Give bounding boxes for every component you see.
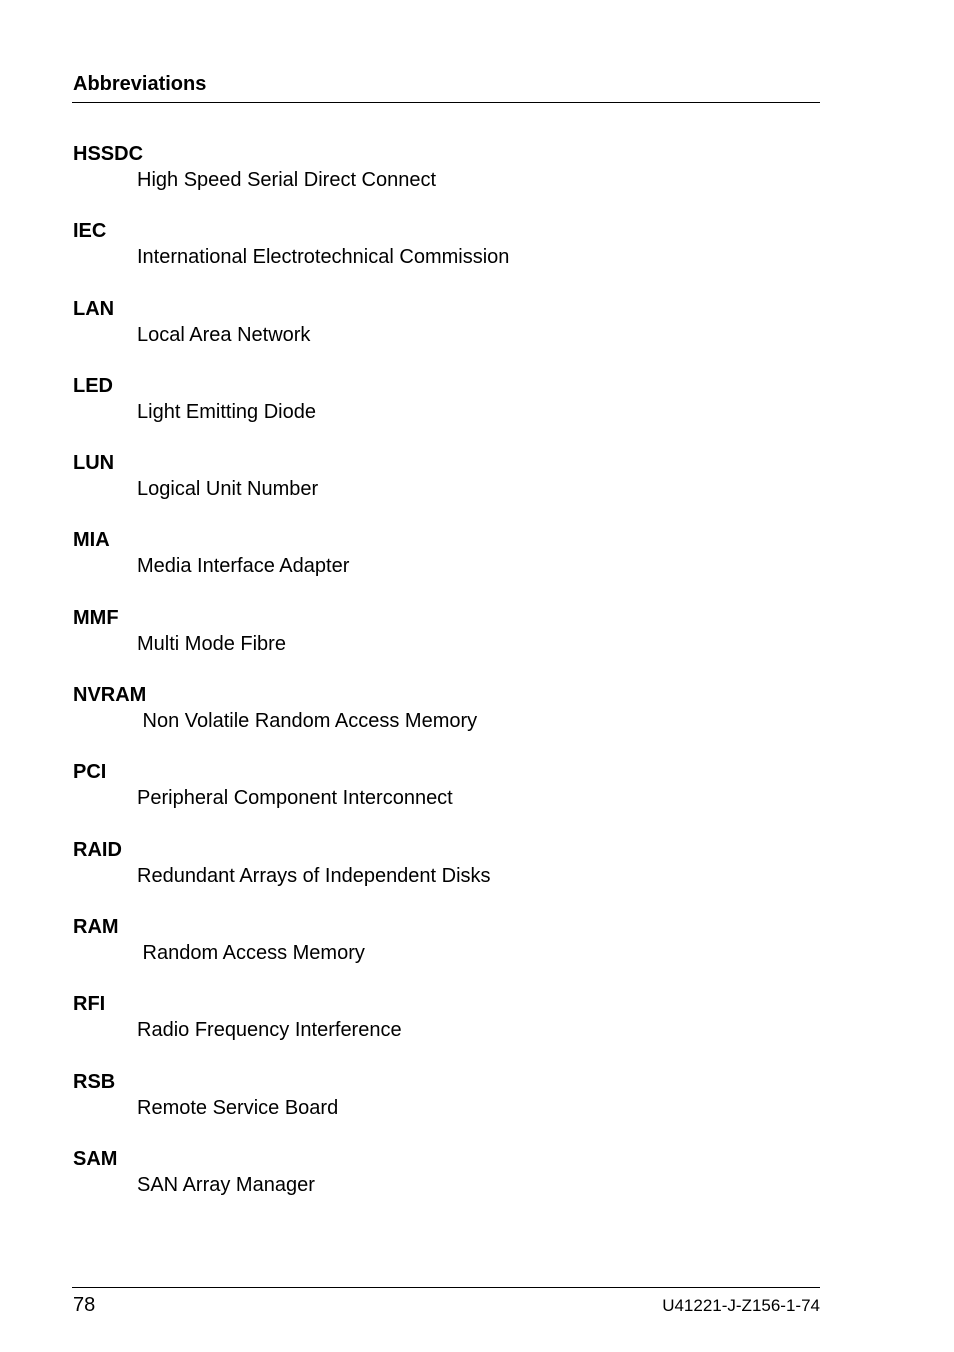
abbreviation-term: NVRAM <box>73 684 147 707</box>
abbreviation-term: RAM <box>73 915 119 938</box>
abbreviation-entry <box>73 527 820 604</box>
abbreviation-term: LAN <box>73 297 115 320</box>
abbreviation-term: PCI <box>73 761 107 784</box>
abbreviation-entry <box>73 450 820 527</box>
abbreviation-term: RSB <box>73 1070 116 1093</box>
abbreviation-entry <box>73 682 820 759</box>
page-header-title: Abbreviations <box>73 73 207 95</box>
abbreviation-term: RFI <box>73 993 106 1016</box>
abbreviation-entry <box>73 1146 820 1223</box>
document-code: U41221-J-Z156-1-74 <box>662 1296 820 1315</box>
abbreviation-definition: High Speed Serial Direct Connect <box>137 169 437 191</box>
abbreviation-term: SAM <box>73 1147 118 1170</box>
abbreviation-definition: Peripheral Component Interconnect <box>137 787 453 810</box>
abbreviation-entry <box>73 991 820 1068</box>
abbreviation-entry <box>73 605 820 682</box>
abbreviation-definition: Logical Unit Number <box>137 478 319 501</box>
abbreviation-definition: International Electrotechnical Commission <box>137 246 510 269</box>
abbreviation-term: RAID <box>73 838 122 861</box>
abbreviation-term: LED <box>73 374 113 397</box>
abbreviation-definition: Local Area Network <box>137 323 311 346</box>
abbreviation-definition: Random Access Memory <box>137 941 365 964</box>
abbreviation-list <box>73 141 820 1223</box>
abbreviation-entry <box>73 914 820 991</box>
abbreviation-term: HSSDC <box>73 143 144 165</box>
abbreviation-definition: Radio Frequency Interference <box>137 1019 402 1042</box>
abbreviation-entry <box>73 837 820 914</box>
abbreviation-definition: SAN Array Manager <box>137 1173 315 1196</box>
abbreviation-term: LUN <box>73 452 115 475</box>
abbreviation-term: MMF <box>73 606 119 629</box>
abbreviation-definition: Remote Service Board <box>137 1096 339 1119</box>
abbreviation-definition: Multi Mode Fibre <box>137 632 286 655</box>
abbreviation-entry <box>73 296 820 373</box>
abbreviation-term: MIA <box>73 529 110 552</box>
header-divider <box>72 102 820 103</box>
abbreviation-definition: Media Interface Adapter <box>137 555 350 578</box>
abbreviation-entry <box>73 1069 820 1146</box>
abbreviation-definition: Non Volatile Random Access Memory <box>137 710 478 733</box>
abbreviation-term: IEC <box>73 220 107 243</box>
abbreviation-definition: Light Emitting Diode <box>137 400 316 423</box>
abbreviation-entry <box>73 759 820 836</box>
footer-divider <box>72 1287 820 1288</box>
abbreviation-entry <box>73 373 820 450</box>
abbreviation-definition: Redundant Arrays of Independent Disks <box>137 864 491 887</box>
page-number: 78 <box>73 1294 96 1316</box>
abbreviation-entry <box>73 141 820 218</box>
abbreviation-entry <box>73 218 820 295</box>
